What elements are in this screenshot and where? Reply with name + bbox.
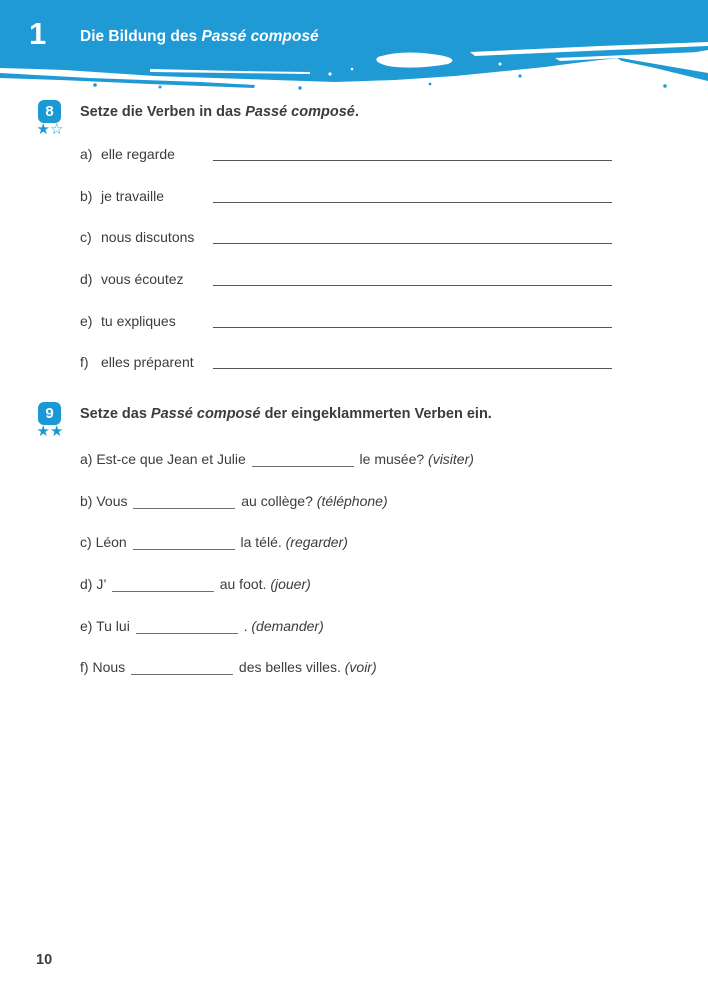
verb-hint: (demander) xyxy=(251,617,324,634)
exercise-9-item-f xyxy=(80,655,612,697)
item-label: a) xyxy=(80,451,93,467)
item-label: c) xyxy=(80,534,92,551)
sentence-after: . xyxy=(243,617,248,634)
sentence-after: au foot. xyxy=(219,576,267,593)
exercise-9-item-e xyxy=(80,614,612,656)
sentence-before: Nous xyxy=(92,659,126,676)
item-label: e) xyxy=(80,312,93,329)
item-text: tu expliques xyxy=(101,312,176,329)
answer-line xyxy=(213,142,612,161)
chapter-title xyxy=(80,28,319,46)
page-number: 10 xyxy=(36,952,53,968)
exercise-8-difficulty-stars: ★☆ xyxy=(36,121,64,138)
chapter-title-italic: Passé composé xyxy=(201,28,319,45)
chapter-title-regular: Die Bildung des xyxy=(80,28,202,45)
exercise-9-number-badge: 9 xyxy=(38,402,61,425)
verb-hint: (jouer) xyxy=(270,576,311,593)
item-label: d) xyxy=(80,576,93,593)
item-label: b) xyxy=(80,187,93,204)
answer-line xyxy=(213,309,612,328)
exercise-8-item-d xyxy=(80,267,612,309)
answer-line xyxy=(213,184,612,203)
sentence-after: des belles villes. xyxy=(238,659,341,676)
exercise-8-item-b xyxy=(80,184,612,226)
exercise-8-item-e xyxy=(80,309,612,351)
answer-line xyxy=(213,225,612,244)
sentence-before: J’ xyxy=(96,576,106,593)
item-label: a) xyxy=(80,146,93,162)
sentence-after: au collège? xyxy=(241,492,313,509)
item-text: je travaille xyxy=(101,187,165,204)
exercise-9-title: Setze das Passé composé der eingeklammerten Verben ein. xyxy=(80,406,492,422)
exercise-9-item-b xyxy=(80,489,612,531)
exercise-8-item-f xyxy=(80,350,612,392)
exercise-9-difficulty-stars: ★★ xyxy=(36,423,64,440)
sentence-after: le musée? xyxy=(359,451,425,467)
fill-in-blank xyxy=(131,670,233,675)
sentence-after: la télé. xyxy=(240,534,282,551)
verb-hint: (voir) xyxy=(344,659,377,676)
answer-line xyxy=(213,267,612,286)
header-brush-band xyxy=(0,0,708,95)
fill-in-blank xyxy=(252,462,354,467)
exercise-9-item-c xyxy=(80,530,612,572)
exercise-8-title: Setze die Verben in das Passé composé. xyxy=(80,104,359,120)
fill-in-blank xyxy=(112,587,214,592)
item-label: f) xyxy=(80,354,89,371)
sentence-before: Léon xyxy=(95,534,127,551)
item-text: elles préparent xyxy=(101,354,194,371)
item-text: nous discutons xyxy=(101,229,195,246)
exercise-9-items xyxy=(80,447,612,697)
sentence-before: Est-ce que Jean et Julie xyxy=(96,451,246,467)
exercise-8-items xyxy=(80,142,612,392)
answer-line xyxy=(213,350,612,369)
fill-in-blank xyxy=(133,545,235,550)
item-label: f) xyxy=(80,659,89,676)
exercise-9-item-d xyxy=(80,572,612,614)
item-label: e) xyxy=(80,617,93,634)
exercise-9-item-a xyxy=(80,447,612,489)
exercise-8-item-c xyxy=(80,225,612,267)
exercise-8-number-badge: 8 xyxy=(38,100,61,123)
fill-in-blank xyxy=(133,504,235,509)
item-text: vous écoutez xyxy=(101,271,184,288)
verb-hint: (regarder) xyxy=(285,534,348,551)
item-label: d) xyxy=(80,271,93,288)
verb-hint: (téléphone) xyxy=(316,492,388,509)
verb-hint: (visiter) xyxy=(428,451,474,467)
sentence-before: Tu lui xyxy=(96,617,130,634)
item-label: b) xyxy=(80,492,93,509)
item-text: elle regarde xyxy=(101,146,175,162)
fill-in-blank xyxy=(136,629,238,634)
exercise-8-item-a xyxy=(80,142,612,184)
sentence-before: Vous xyxy=(96,492,128,509)
chapter-number: 1 xyxy=(29,16,47,51)
item-label: c) xyxy=(80,229,92,246)
